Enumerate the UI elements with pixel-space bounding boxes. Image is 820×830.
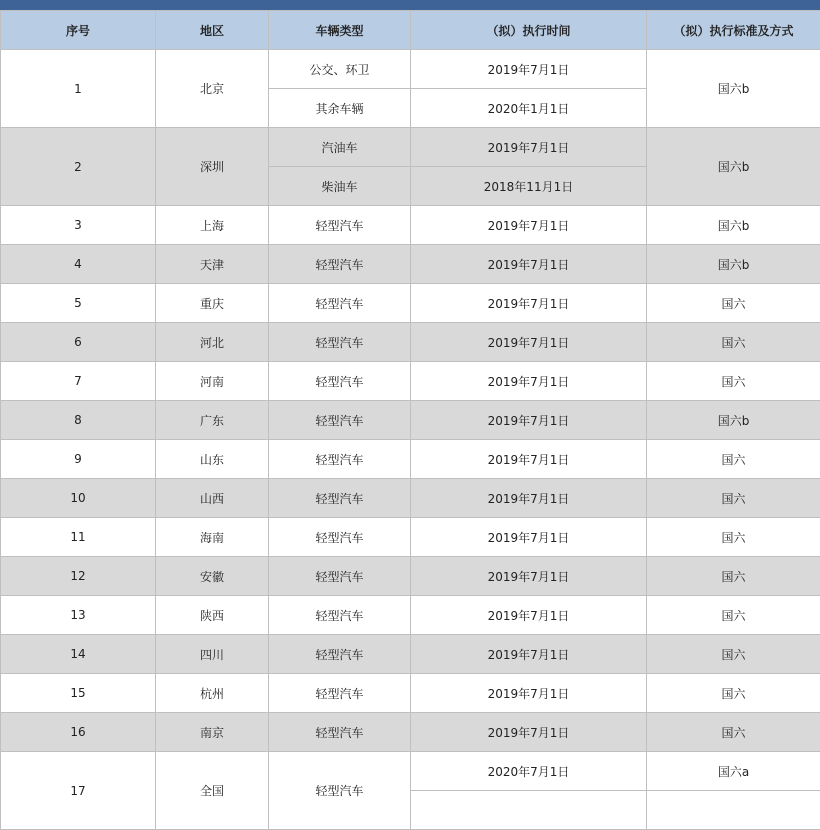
cell-date: 2019年7月1日 <box>411 557 647 596</box>
cell-region: 上海 <box>156 206 269 245</box>
cell-no: 11 <box>1 518 156 557</box>
cell-region: 广东 <box>156 401 269 440</box>
emission-standard-table <box>0 10 820 830</box>
table-row <box>1 596 820 635</box>
cell-standard: 国六 <box>647 440 820 479</box>
cell-date: 2020年1月1日 <box>411 89 647 128</box>
cell-date: 2019年7月1日 <box>411 479 647 518</box>
cell-date: 2019年7月1日 <box>411 245 647 284</box>
cell-vehicle-type: 轻型汽车 <box>269 752 411 830</box>
cell-no: 13 <box>1 596 156 635</box>
table-row <box>1 440 820 479</box>
cell-region: 北京 <box>156 50 269 128</box>
cell-vehicle-type: 轻型汽车 <box>269 557 411 596</box>
table-row <box>1 206 820 245</box>
cell-date: 2019年7月1日 <box>411 323 647 362</box>
cell-date: 2019年7月1日 <box>411 440 647 479</box>
table-row <box>1 674 820 713</box>
cell-no: 1 <box>1 50 156 128</box>
table-row <box>1 245 820 284</box>
cell-region: 杭州 <box>156 674 269 713</box>
cell-region: 海南 <box>156 518 269 557</box>
cell-standard: 国六b <box>647 245 820 284</box>
cell-no: 8 <box>1 401 156 440</box>
cell-region: 安徽 <box>156 557 269 596</box>
table-row <box>1 518 820 557</box>
cell-vehicle-type: 轻型汽车 <box>269 401 411 440</box>
header-standard: （拟）执行标准及方式 <box>647 11 820 50</box>
cell-standard: 国六 <box>647 518 820 557</box>
cell-date: 2019年7月1日 <box>411 674 647 713</box>
cell-no: 2 <box>1 128 156 206</box>
cell-region: 深圳 <box>156 128 269 206</box>
cell-date: 2019年7月1日 <box>411 518 647 557</box>
cell-no: 7 <box>1 362 156 401</box>
cell-date: 2018年11月1日 <box>411 167 647 206</box>
cell-region: 南京 <box>156 713 269 752</box>
cell-vehicle-type: 轻型汽车 <box>269 674 411 713</box>
cell-vehicle-type: 轻型汽车 <box>269 245 411 284</box>
cell-no: 14 <box>1 635 156 674</box>
cell-no: 4 <box>1 245 156 284</box>
cell-date: 2019年7月1日 <box>411 401 647 440</box>
cell-date-empty <box>411 791 647 830</box>
cell-vehicle-type: 轻型汽车 <box>269 440 411 479</box>
table-header-row <box>1 11 820 50</box>
table-row <box>1 635 820 674</box>
cell-vehicle-type: 轻型汽车 <box>269 635 411 674</box>
cell-no: 5 <box>1 284 156 323</box>
cell-standard: 国六 <box>647 713 820 752</box>
cell-standard: 国六 <box>647 479 820 518</box>
cell-region: 河南 <box>156 362 269 401</box>
cell-standard: 国六b <box>647 50 820 128</box>
cell-vehicle-type: 轻型汽车 <box>269 518 411 557</box>
cell-region: 陕西 <box>156 596 269 635</box>
cell-standard: 国六b <box>647 206 820 245</box>
cell-standard: 国六a <box>647 752 820 791</box>
cell-no: 17 <box>1 752 156 830</box>
table-row <box>1 284 820 323</box>
cell-no: 16 <box>1 713 156 752</box>
cell-region: 四川 <box>156 635 269 674</box>
header-vehicle-type: 车辆类型 <box>269 11 411 50</box>
cell-region: 全国 <box>156 752 269 830</box>
header-region: 地区 <box>156 11 269 50</box>
cell-standard: 国六 <box>647 557 820 596</box>
cell-date: 2020年7月1日 <box>411 752 647 791</box>
cell-standard: 国六 <box>647 596 820 635</box>
table-row <box>1 128 820 167</box>
table-row <box>1 713 820 752</box>
cell-vehicle-type: 柴油车 <box>269 167 411 206</box>
cell-date: 2019年7月1日 <box>411 596 647 635</box>
table-row <box>1 479 820 518</box>
cell-vehicle-type: 轻型汽车 <box>269 479 411 518</box>
cell-vehicle-type: 其余车辆 <box>269 89 411 128</box>
cell-date: 2019年7月1日 <box>411 284 647 323</box>
cell-date: 2019年7月1日 <box>411 206 647 245</box>
cell-standard: 国六 <box>647 362 820 401</box>
cell-date: 2019年7月1日 <box>411 50 647 89</box>
cell-no: 12 <box>1 557 156 596</box>
table-row <box>1 557 820 596</box>
cell-region: 山东 <box>156 440 269 479</box>
cell-vehicle-type: 轻型汽车 <box>269 713 411 752</box>
cell-date: 2019年7月1日 <box>411 362 647 401</box>
cell-no: 10 <box>1 479 156 518</box>
cell-vehicle-type: 轻型汽车 <box>269 362 411 401</box>
cell-date: 2019年7月1日 <box>411 713 647 752</box>
cell-date: 2019年7月1日 <box>411 635 647 674</box>
table-row <box>1 362 820 401</box>
table-row <box>1 401 820 440</box>
table-row <box>1 323 820 362</box>
cell-no: 3 <box>1 206 156 245</box>
cell-vehicle-type: 汽油车 <box>269 128 411 167</box>
cell-standard: 国六b <box>647 401 820 440</box>
header-no: 序号 <box>1 11 156 50</box>
cell-standard: 国六b <box>647 128 820 206</box>
cell-vehicle-type: 轻型汽车 <box>269 206 411 245</box>
cell-standard: 国六 <box>647 323 820 362</box>
cell-vehicle-type: 公交、环卫 <box>269 50 411 89</box>
cell-region: 河北 <box>156 323 269 362</box>
cell-vehicle-type: 轻型汽车 <box>269 323 411 362</box>
cell-date: 2019年7月1日 <box>411 128 647 167</box>
cell-no: 15 <box>1 674 156 713</box>
cell-vehicle-type: 轻型汽车 <box>269 284 411 323</box>
cell-region: 山西 <box>156 479 269 518</box>
cell-standard: 国六 <box>647 674 820 713</box>
cell-no: 9 <box>1 440 156 479</box>
cell-standard: 国六 <box>647 284 820 323</box>
header-effective-date: （拟）执行时间 <box>411 11 647 50</box>
top-accent-bar <box>0 0 820 10</box>
table-row <box>1 752 820 791</box>
cell-region: 天津 <box>156 245 269 284</box>
cell-vehicle-type: 轻型汽车 <box>269 596 411 635</box>
cell-standard-empty <box>647 791 820 830</box>
cell-region: 重庆 <box>156 284 269 323</box>
cell-standard: 国六 <box>647 635 820 674</box>
cell-no: 6 <box>1 323 156 362</box>
table-row <box>1 50 820 89</box>
